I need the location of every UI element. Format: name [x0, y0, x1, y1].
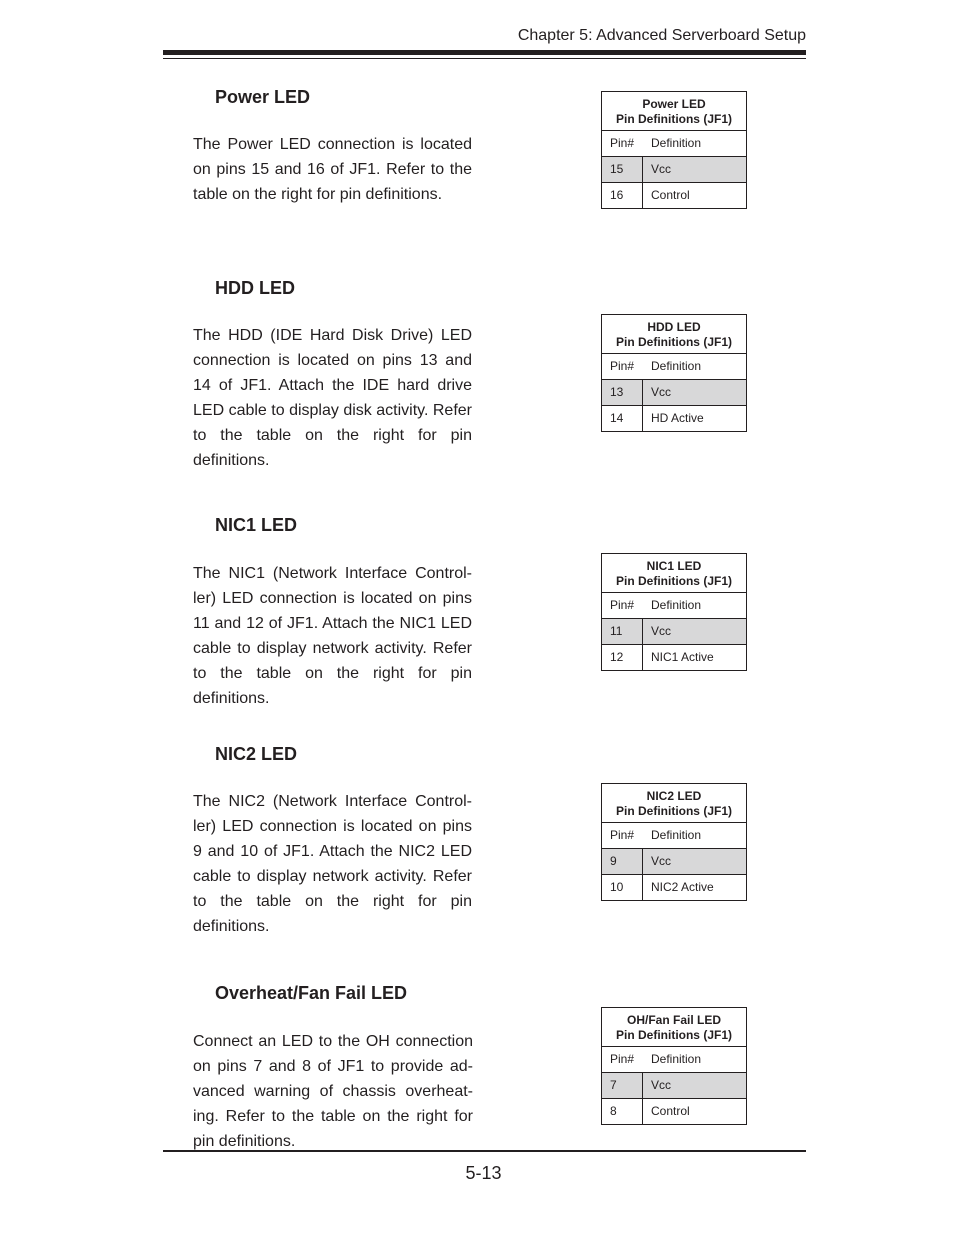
pin-number: 12 — [602, 645, 643, 670]
pin-definition: Vcc — [651, 385, 672, 399]
column-header-pin: Pin# — [610, 828, 635, 842]
chapter-title: Chapter 5: Advanced Serverboard Setup — [517, 27, 806, 44]
pin-definition: Control — [651, 1104, 690, 1118]
table-subtitle: Pin Definitions (JF1) — [615, 574, 732, 588]
pin-definition: NIC1 Active — [651, 650, 714, 664]
column-header-definition: Definition — [651, 136, 702, 150]
table-subtitle: Pin Definitions (JF1) — [615, 112, 732, 126]
column-header-pin: Pin# — [610, 136, 635, 150]
section-body-nic1-led: The NIC1 (Network Interface Controller) LED connection is located on pins 11 and 12 of JF1. Attach the NIC1 LED cable to display network activity. Refer to the table on the right for pin definitions. — [193, 565, 472, 707]
table-row — [602, 379, 746, 405]
table-subtitle: Pin Definitions (JF1) — [615, 335, 732, 349]
pin-definition: HD Active — [651, 411, 704, 425]
table-row — [602, 156, 746, 182]
pin-table-hdd-led — [601, 314, 747, 432]
table-row — [602, 644, 746, 670]
pin-number: 9 — [602, 849, 643, 874]
table-column-headers — [602, 823, 746, 848]
pin-number: 13 — [602, 380, 643, 405]
page-number: 5-13 — [465, 1163, 502, 1183]
column-header-definition: Definition — [651, 598, 702, 612]
table-row — [602, 182, 746, 208]
pin-definition: Control — [651, 188, 690, 202]
table-title: NIC2 LED — [646, 789, 702, 803]
pin-definition: NIC2 Active — [651, 880, 714, 894]
table-subtitle: Pin Definitions (JF1) — [615, 804, 732, 818]
pin-number: 16 — [602, 183, 643, 208]
pin-definition: Vcc — [651, 624, 672, 638]
pin-number: 8 — [602, 1099, 643, 1124]
table-header — [602, 315, 746, 354]
pin-number: 15 — [602, 157, 643, 182]
table-title: HDD LED — [647, 320, 701, 334]
section-title-power-led: Power LED — [215, 87, 311, 107]
table-column-headers — [602, 354, 746, 379]
table-header — [602, 554, 746, 593]
column-header-pin: Pin# — [610, 359, 635, 373]
pin-number: 14 — [602, 406, 643, 431]
section-body-hdd-led: The HDD (IDE Hard Disk Drive) LED connection is located on pins 13 and 14 of JF1. Attach the IDE hard drive LED cable to display disk activity. Refer to the table on the right for pin definitions. — [193, 327, 472, 469]
column-header-definition: Definition — [651, 359, 702, 373]
section-body-power-led: The Power LED connection is located on pins 15 and 16 of JF1. Refer to the table on the right for pin definitions. — [193, 136, 472, 203]
column-header-definition: Definition — [651, 828, 702, 842]
header-rule-thick — [163, 50, 806, 55]
table-title: NIC1 LED — [646, 559, 702, 573]
pin-table-power-led — [601, 91, 747, 209]
section-title-overheat-fan-fail-led: Overheat/Fan Fail LED — [215, 983, 408, 1003]
header-rule-thin — [163, 58, 806, 59]
section-body-overheat-fan-fail-led: Connect an LED to the OH connection on pins 7 and 8 of JF1 to provide advanced warning of chassis overheating. Refer to the table on the right for pin definitions. — [193, 1033, 473, 1150]
table-row — [602, 848, 746, 874]
table-row — [602, 1072, 746, 1098]
section-title-nic2-led: NIC2 LED — [215, 744, 298, 764]
section-title-nic1-led: NIC1 LED — [215, 515, 298, 535]
pin-number: 7 — [602, 1073, 643, 1098]
section-title-hdd-led: HDD LED — [215, 278, 295, 298]
table-row — [602, 1098, 746, 1124]
table-header — [602, 1008, 746, 1047]
pin-table-overheat-fan-fail-led — [601, 1007, 747, 1125]
pin-definition: Vcc — [651, 854, 672, 868]
table-header — [602, 784, 746, 823]
pin-definition: Vcc — [651, 1078, 672, 1092]
table-column-headers — [602, 131, 746, 156]
table-row — [602, 874, 746, 900]
table-row — [602, 405, 746, 431]
pin-number: 11 — [602, 619, 643, 644]
pin-table-nic1-led — [601, 553, 747, 671]
table-subtitle: Pin Definitions (JF1) — [615, 1028, 732, 1042]
footer-rule — [163, 1150, 806, 1152]
table-title: OH/Fan Fail LED — [626, 1013, 721, 1027]
table-row — [602, 618, 746, 644]
section-body-nic2-led: The NIC2 (Network Interface Controller) LED connection is located on pins 9 and 10 of JF1. Attach the NIC2 LED cable to display network activity. Refer to the table on the right for pin definitions. — [193, 793, 472, 935]
column-header-pin: Pin# — [610, 598, 635, 612]
table-header — [602, 92, 746, 131]
table-column-headers — [602, 1047, 746, 1072]
pin-table-nic2-led — [601, 783, 747, 901]
pin-number: 10 — [602, 875, 643, 900]
table-column-headers — [602, 593, 746, 618]
column-header-definition: Definition — [651, 1052, 702, 1066]
column-header-pin: Pin# — [610, 1052, 635, 1066]
pin-definition: Vcc — [651, 162, 672, 176]
table-title: Power LED — [642, 97, 706, 111]
